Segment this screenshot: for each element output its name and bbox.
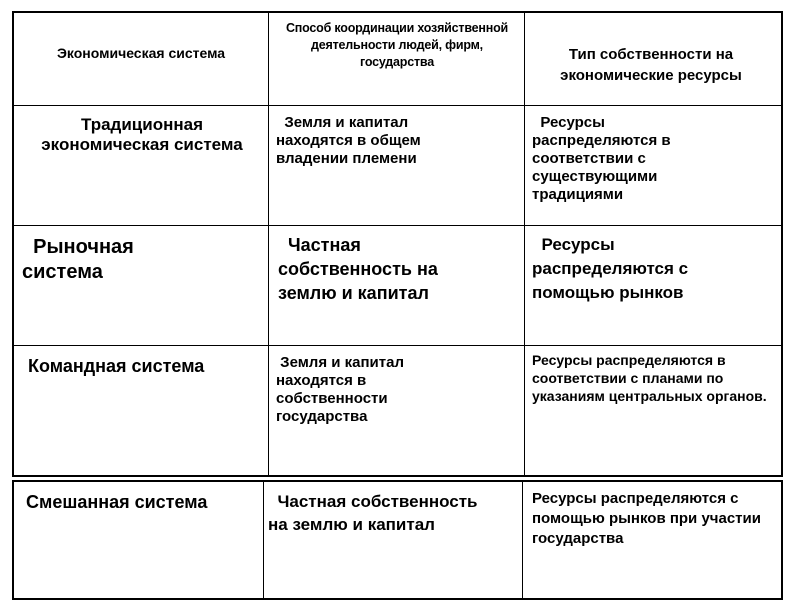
traditional-coordination: Земля и капитал находятся в общем владении племени <box>276 114 425 167</box>
market-system-label: Рыночная система <box>22 236 140 283</box>
command-coordination: Земля и капитал находятся в собственности государства <box>276 354 409 425</box>
row-divider <box>14 345 781 346</box>
column-divider <box>268 13 269 475</box>
mixed-system-table <box>12 480 783 600</box>
mixed-system-label: Смешанная система <box>26 492 208 512</box>
market-ownership: Ресурсы распределяются с помощью рынков <box>532 235 693 302</box>
economic-systems-table <box>12 11 783 477</box>
header-ownership-type: Тип собственности на экономические ресурсы <box>560 46 742 84</box>
row-divider <box>14 225 781 226</box>
traditional-system-label: Традиционная экономическая система <box>41 115 243 154</box>
command-system-label: Командная система <box>28 356 205 376</box>
header-coordination-method: Способ координации хозяйственной деятельности людей, фирм, государства <box>285 21 509 69</box>
mixed-ownership: Ресурсы распределяются с помощью рынков при участии государства <box>532 490 761 547</box>
header-economic-system: Экономическая система <box>56 45 226 61</box>
traditional-ownership: Ресурсы распределяются в соответствии с существующими традициями <box>532 114 675 203</box>
mixed-coordination: Частная собственность на землю и капитал <box>268 492 483 534</box>
column-divider <box>522 482 523 598</box>
command-ownership: Ресурсы распределяются в соответствии с планами по указаниям центральных органов. <box>532 352 767 404</box>
column-divider <box>524 13 525 475</box>
market-coordination: Частная собственность на землю и капитал <box>278 235 443 303</box>
row-divider <box>14 105 781 106</box>
